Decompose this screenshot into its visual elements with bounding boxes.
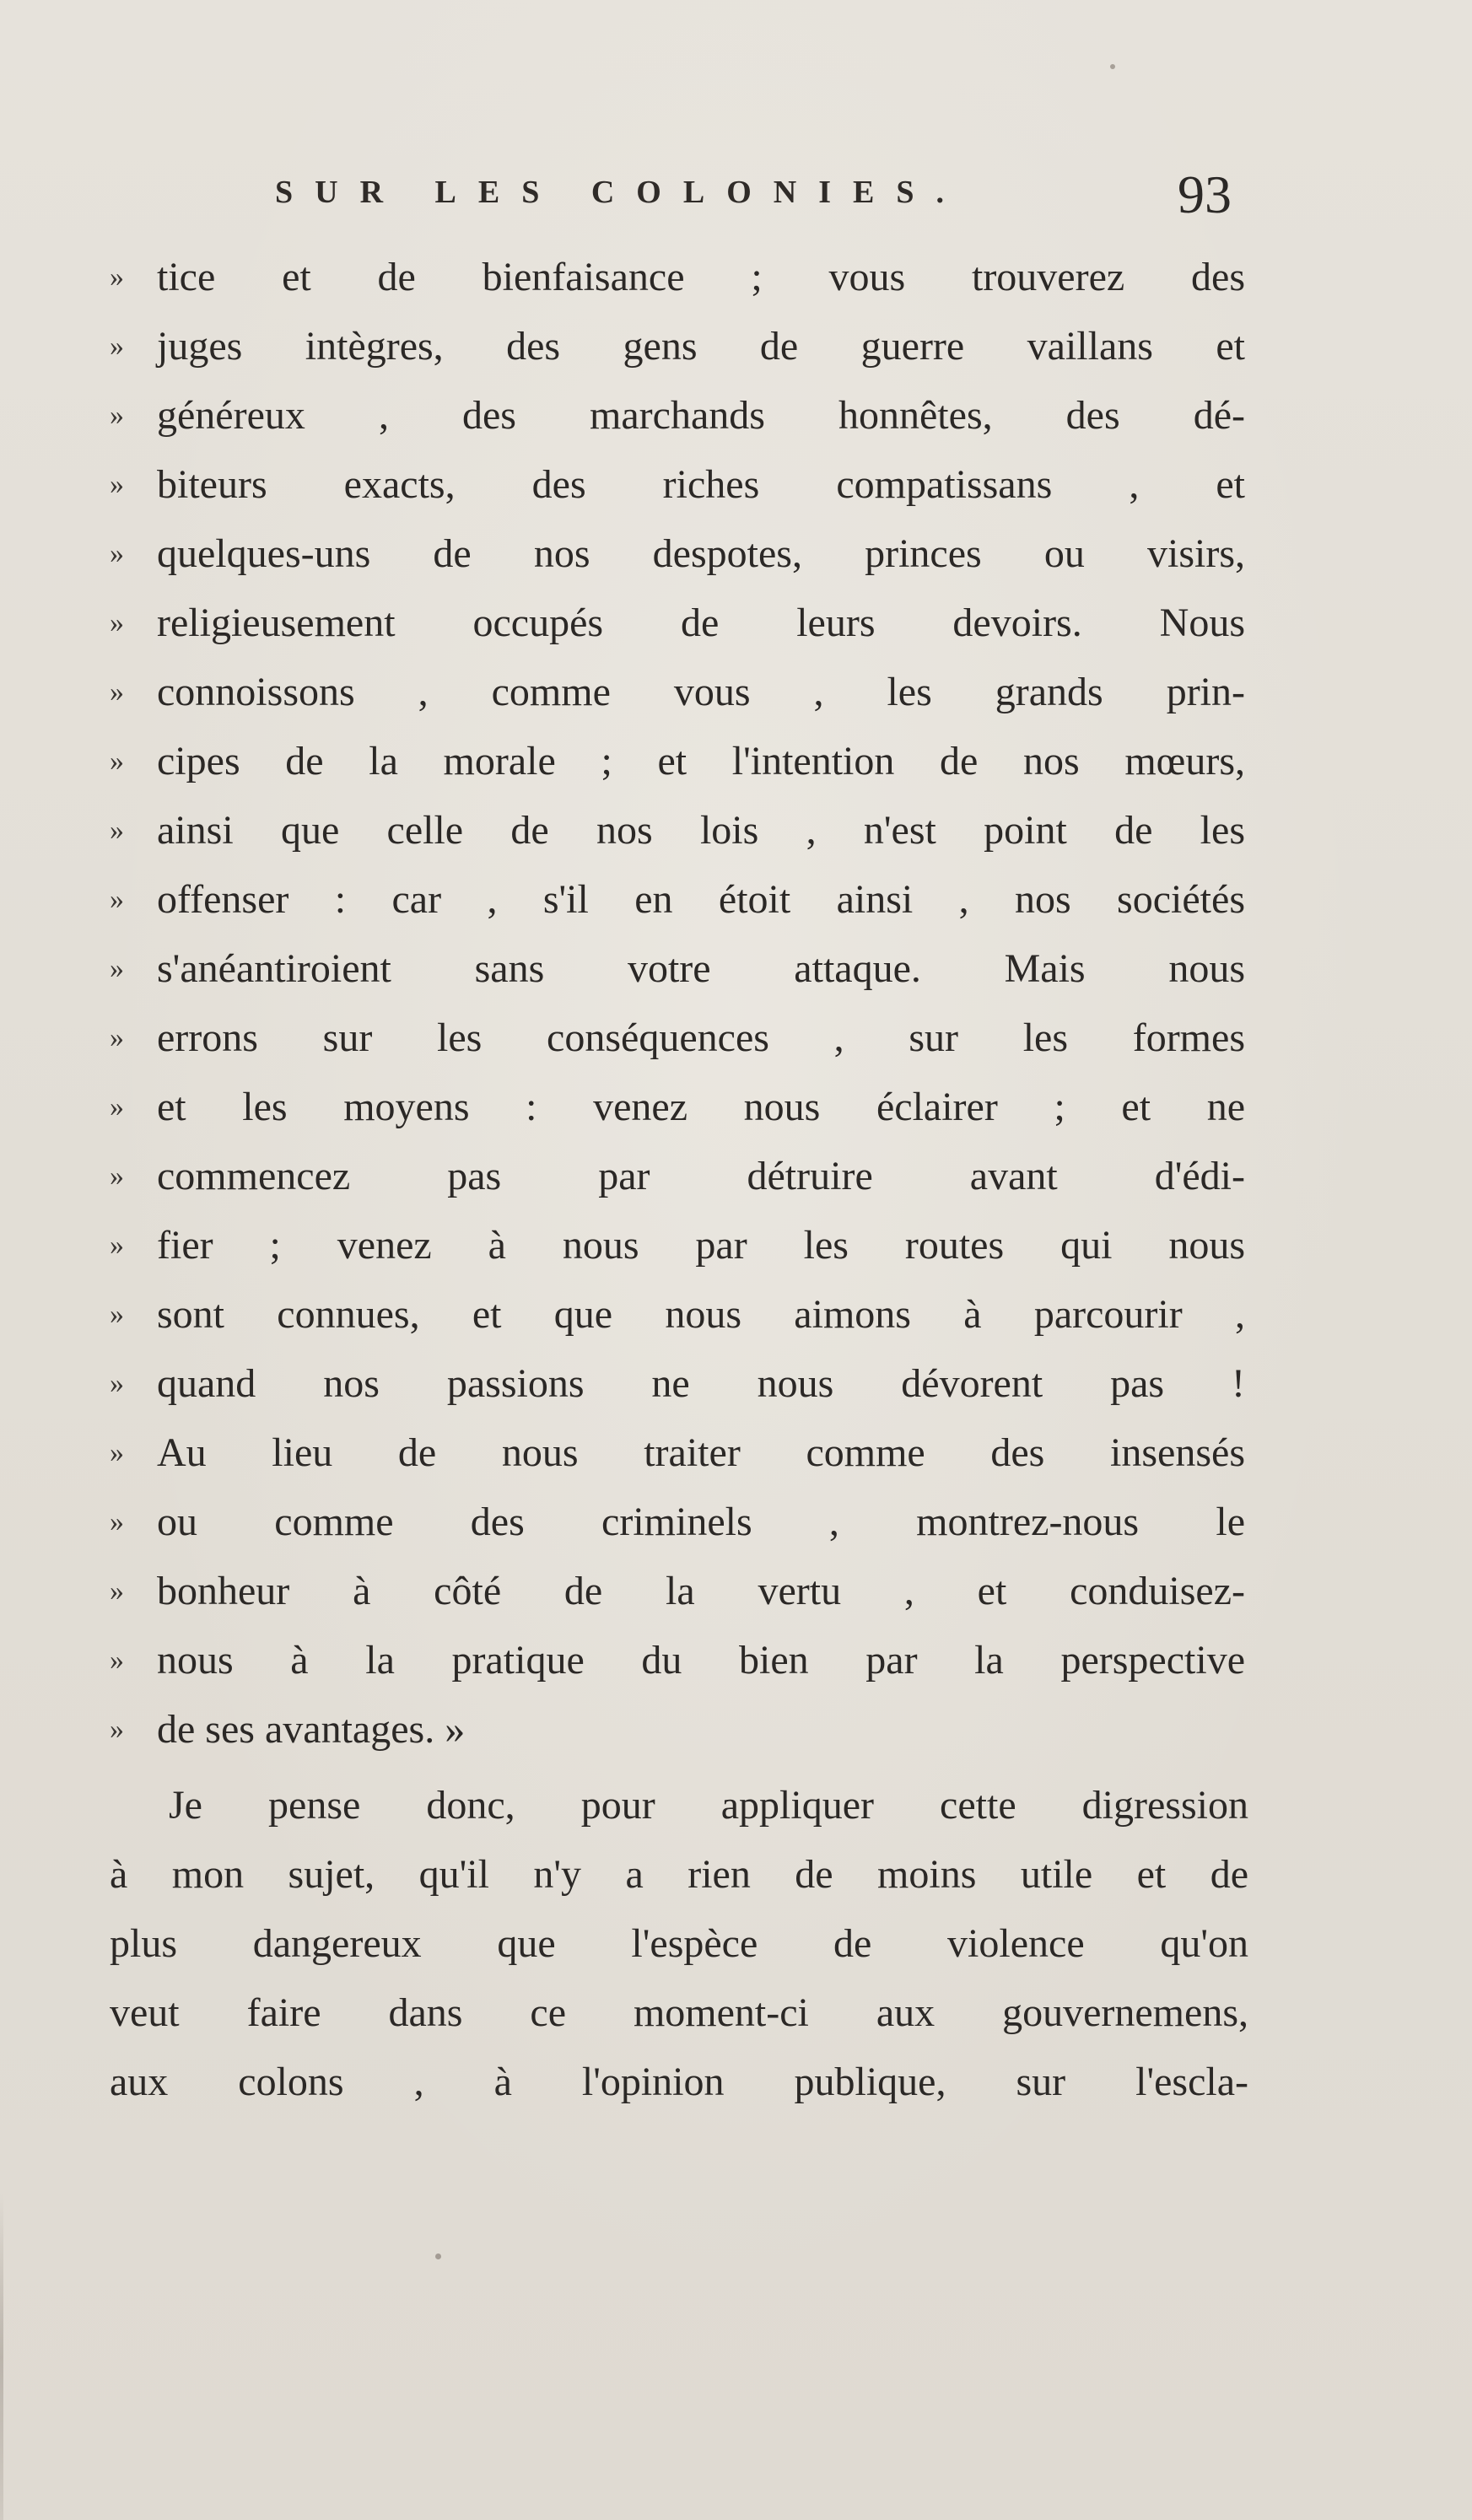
line-text: nous à la pratique du bien par la perspective bbox=[157, 1638, 1245, 1683]
quoted-line bbox=[110, 727, 1248, 796]
quote-mark: » bbox=[110, 1506, 124, 1537]
quoted-line bbox=[110, 796, 1248, 865]
quoted-line bbox=[110, 1211, 1248, 1280]
quote-mark: » bbox=[110, 1645, 124, 1676]
line-text: s'anéantiroient sans votre attaque. Mais nous bbox=[157, 946, 1245, 991]
quoted-line bbox=[110, 1626, 1248, 1695]
line-text: juges intègres, des gens de guerre vaillans et bbox=[157, 324, 1245, 369]
quoted-line bbox=[110, 1419, 1248, 1488]
quote-mark: » bbox=[110, 953, 124, 984]
quote-mark: » bbox=[110, 1299, 124, 1330]
quote-mark: » bbox=[110, 331, 124, 362]
quote-mark: » bbox=[110, 607, 124, 638]
quote-mark: » bbox=[110, 261, 124, 293]
line-text: quelques-uns de nos despotes, princes ou visirs, bbox=[157, 531, 1245, 576]
line-text: et les moyens : venez nous éclairer ; et ne bbox=[157, 1085, 1245, 1129]
line-text: sont connues, et que nous aimons à parcourir , bbox=[157, 1292, 1245, 1337]
quoted-line bbox=[110, 1280, 1248, 1349]
quote-mark: » bbox=[110, 884, 124, 915]
quote-mark: » bbox=[110, 1368, 124, 1399]
paper-speck bbox=[1110, 64, 1115, 69]
quoted-line bbox=[110, 312, 1248, 381]
quoted-line bbox=[110, 589, 1248, 658]
paragraph-line: plus dangereux que l'espèce de violence qu'on bbox=[110, 1921, 1248, 1966]
quoted-line bbox=[110, 450, 1248, 520]
line-text: connoissons , comme vous , les grands prin- bbox=[157, 670, 1245, 714]
line-text: généreux , des marchands honnêtes, des dé- bbox=[157, 393, 1245, 438]
paragraph-line: veut faire dans ce moment-ci aux gouvernemens, bbox=[110, 1990, 1248, 2035]
paragraph-line: Je pense donc, pour appliquer cette digression bbox=[169, 1783, 1248, 1828]
quote-mark: » bbox=[110, 815, 124, 846]
paragraph-line: à mon sujet, qu'il n'y a rien de moins utile et de bbox=[110, 1852, 1248, 1897]
running-title: SUR LES COLONIES. bbox=[275, 175, 966, 210]
line-text: ou comme des criminels , montrez-nous le bbox=[157, 1500, 1245, 1544]
line-text: Au lieu de nous traiter comme des insensés bbox=[157, 1430, 1245, 1475]
line-text: ainsi que celle de nos lois , n'est point de les bbox=[157, 808, 1245, 853]
quoted-line bbox=[110, 1695, 1248, 1764]
quoted-line bbox=[110, 1142, 1248, 1211]
quoted-line bbox=[110, 1557, 1248, 1626]
line-text: cipes de la morale ; et l'intention de nos mœurs, bbox=[157, 739, 1245, 783]
line-text: quand nos passions ne nous dévorent pas ! bbox=[157, 1361, 1245, 1406]
line-text: offenser : car , s'il en étoit ainsi , nos sociétés bbox=[157, 877, 1245, 922]
quoted-line bbox=[110, 865, 1248, 934]
quote-mark: » bbox=[110, 1230, 124, 1261]
quote-mark: » bbox=[110, 1022, 124, 1053]
quote-mark: » bbox=[110, 469, 124, 500]
quote-mark: » bbox=[110, 1437, 124, 1468]
quoted-line bbox=[110, 1349, 1248, 1419]
quoted-line bbox=[110, 658, 1248, 727]
quote-mark: » bbox=[110, 746, 124, 777]
line-text: fier ; venez à nous par les routes qui nous bbox=[157, 1223, 1245, 1268]
line-text: commencez pas par détruire avant d'édi- bbox=[157, 1154, 1245, 1198]
quote-mark: » bbox=[110, 1714, 124, 1745]
quoted-line bbox=[110, 243, 1248, 312]
quote-mark: » bbox=[110, 1575, 124, 1607]
quote-mark: » bbox=[110, 1160, 124, 1192]
quote-mark: » bbox=[110, 538, 124, 569]
line-text: biteurs exacts, des riches compatissans , et bbox=[157, 462, 1245, 507]
line-text: religieusement occupés de leurs devoirs. Nous bbox=[157, 600, 1245, 645]
quoted-line bbox=[110, 1488, 1248, 1557]
paper-speck bbox=[435, 2253, 441, 2259]
quote-mark: » bbox=[110, 676, 124, 708]
line-text: bonheur à côté de la vertu , et conduisez- bbox=[157, 1569, 1245, 1613]
quoted-line bbox=[110, 381, 1248, 450]
paragraph-line: aux colons , à l'opinion publique, sur l'escla- bbox=[110, 2060, 1248, 2104]
line-text: errons sur les conséquences , sur les formes bbox=[157, 1015, 1245, 1060]
quote-mark: » bbox=[110, 1091, 124, 1123]
quoted-line bbox=[110, 1004, 1248, 1073]
quoted-line bbox=[110, 1073, 1248, 1142]
quote-mark: » bbox=[110, 400, 124, 431]
page-edge-shadow bbox=[0, 2193, 3, 2520]
quoted-line bbox=[110, 520, 1248, 589]
quoted-line bbox=[110, 934, 1248, 1004]
line-text: tice et de bienfaisance ; vous trouverez des bbox=[157, 255, 1245, 299]
line-text: de ses avantages. » bbox=[157, 1707, 466, 1752]
running-head bbox=[0, 164, 1472, 226]
page-number: 93 bbox=[1178, 164, 1232, 224]
